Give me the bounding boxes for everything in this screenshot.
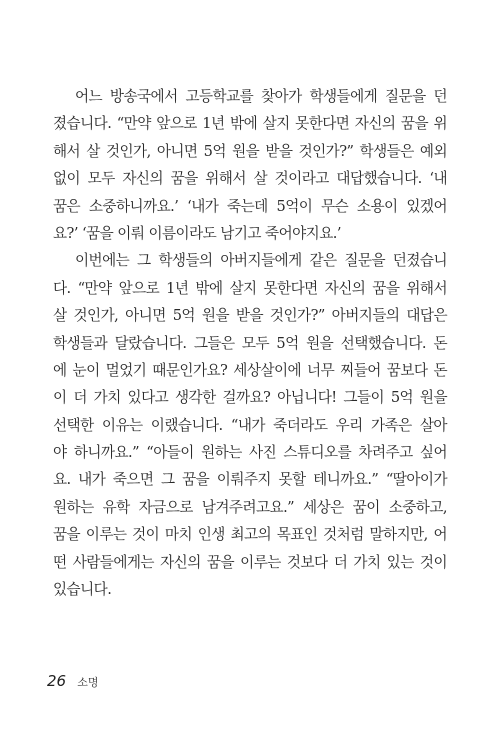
text-line: 이 더 가치 있다고 생각한 걸까요? 아닙니다! 그들이 5억 원을 [53, 389, 447, 407]
text-line: 원하는 유학 자금으로 남겨주려고요.” 세상은 꿈이 소중하고, [53, 498, 447, 516]
text-line: 요. 내가 죽으면 그 꿈을 이뤄주지 못할 테니까요.” “딸아이가 [53, 471, 447, 489]
text-line: 다. “만약 앞으로 1년 밖에 살지 못한다면 자신의 꿈을 위해서 [53, 279, 447, 297]
page-footer [47, 671, 98, 691]
paragraph [53, 83, 447, 247]
text-line: 꿈은 소중하니까요.’ ‘내가 죽는데 5억이 무슨 소용이 있겠어 [53, 197, 447, 215]
text-line: 없이 모두 자신의 꿈을 위해서 살 것이라고 대답했습니다. ‘내 [53, 170, 447, 188]
text-line: 야 하니까요.” “아들이 원하는 사진 스튜디오를 차려주고 싶어 [53, 444, 447, 462]
page-number: 26 [47, 672, 67, 690]
text-line: 선택한 이유는 이랬습니다. “내가 죽더라도 우리 가족은 살아 [53, 416, 447, 434]
text-line: 어느 방송국에서 고등학교를 찾아가 학생들에게 질문을 던 [75, 88, 447, 105]
text-line: 학생들과 달랐습니다. 그들은 모두 5억 원을 선택했습니다. 돈 [53, 334, 447, 352]
paragraph [53, 247, 447, 603]
text-line: 떤 사람들에게는 자신의 꿈을 이루는 것보다 더 가치 있는 것이 [53, 553, 447, 571]
text-line: 있습니다. [53, 581, 112, 599]
text-line: 에 눈이 멀었기 때문인가요? 세상살이에 너무 찌들어 꿈보다 돈 [53, 361, 447, 379]
text-line: 꿈을 이루는 것이 마치 인생 최고의 목표인 것처럼 말하지만, 어 [53, 526, 447, 544]
text-line: 졌습니다. “만약 앞으로 1년 밖에 살지 못한다면 자신의 꿈을 위 [53, 115, 447, 133]
text-line: 요?’ ‘꿈을 이뤄 이름이라도 남기고 죽어야지요.’ [53, 224, 341, 242]
text-line: 살 것인가, 아니면 5억 원을 받을 것인가?” 아버지들의 대답은 [53, 307, 447, 325]
body-text [53, 83, 447, 603]
text-line: 해서 살 것인가, 아니면 5억 원을 받을 것인가?” 학생들은 예외 [53, 142, 447, 160]
text-line: 이번에는 그 학생들의 아버지들에게 같은 질문을 던졌습니 [75, 252, 447, 270]
running-head: 소명 [77, 676, 99, 689]
